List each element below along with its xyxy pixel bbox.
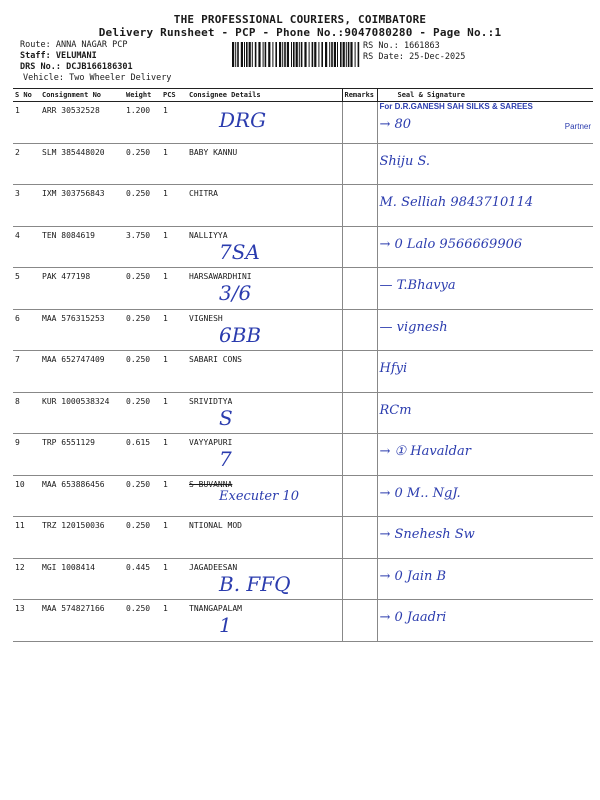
barcode-bar [314,42,316,67]
barcode-bar [312,42,314,67]
drs-line: DRS No.: DCJB166186301 [20,62,133,72]
barcode-bar [241,42,243,67]
rs-date-value: 25-Dec-2025 [409,52,466,62]
consignee-cell [187,226,342,268]
handwritten-consignee-note: S [219,405,233,430]
weight-cell: 0.250 [124,268,161,310]
handwritten-consignee-note: 6BB [219,322,262,347]
sno-cell: 13 [13,600,40,642]
barcode-bar [287,42,289,67]
remarks-cell [342,351,377,393]
pcs-cell: 1 [161,226,187,268]
sno-cell: 6 [13,309,40,351]
sno-cell: 9 [13,434,40,476]
consignee-name: TNANGAPALAM [189,604,242,613]
barcode-bar [325,42,327,67]
handwritten-signature: Hfyi [379,361,408,376]
pcs-cell: 1 [161,558,187,600]
barcode-bar [265,42,267,67]
consignee-cell [187,558,342,600]
handwritten-signature: — T.Bhavya [379,278,456,293]
route-value: ANNA NAGAR PCP [55,40,128,50]
consignee-cell [187,475,342,517]
consignment-cell: TEN 8084619 [40,226,124,268]
barcode-bar [275,42,277,67]
pcs-cell: 1 [161,434,187,476]
barcode-bar [272,42,273,67]
barcode-bar [291,42,292,67]
consignee-cell [187,268,342,310]
staff-value: VELUMANI [55,51,97,61]
weight-cell: 0.445 [124,558,161,600]
barcode-bar [309,42,310,67]
barcode-bar [331,42,333,67]
barcode-bar [255,42,257,67]
handwritten-consignee-note: 7SA [219,239,260,264]
remarks-cell [342,185,377,227]
signature-cell [377,102,593,144]
consignee-name: VAYYAPURI [189,438,233,447]
col-weight: Weight [124,89,161,102]
table-row [13,226,593,268]
table-row [13,517,593,559]
consignment-cell: KUR 1000538324 [40,392,124,434]
consignment-cell: TRZ 120150036 [40,517,124,559]
remarks-cell [342,102,377,144]
barcode-bar [350,42,352,67]
table-row [13,268,593,310]
sno-cell: 2 [13,143,40,185]
consignment-cell: MGI 1008414 [40,558,124,600]
weight-cell: 0.250 [124,475,161,517]
handwritten-consignee-note: 7 [219,447,232,471]
handwritten-signature: → 80 [379,117,412,132]
sno-cell: 7 [13,351,40,393]
barcode-graphic [232,42,360,67]
consignee-cell [187,102,342,144]
handwritten-consignee-note: 1 [219,613,232,637]
weight-cell: 0.250 [124,143,161,185]
table-row [13,475,593,517]
consignee-cell [187,600,342,642]
weight-cell: 0.250 [124,600,161,642]
barcode-bar [279,42,281,67]
col-signature: Seal & Signature [377,89,593,102]
handwritten-consignee-note: B. FFQ [219,571,291,596]
handwritten-signature: → 0 Jaadri [379,610,447,625]
consignment-cell: IXM 303756843 [40,185,124,227]
consignee-name: S BUVANNA [189,479,233,489]
barcode-bar [340,42,342,67]
sno-cell: 11 [13,517,40,559]
consignee-cell [187,309,342,351]
remarks-cell [342,600,377,642]
table-row [13,600,593,642]
col-sno: S No [13,89,40,102]
signature-cell [377,600,593,642]
col-remarks: Remarks [342,89,377,102]
signature-cell [377,309,593,351]
company-title: THE PROFESSIONAL COURIERS, COIMBATORE [173,13,427,26]
pcs-cell: 1 [161,309,187,351]
consignee-name: HARSAWARDHINI [189,272,252,281]
consignment-cell: MAA 653886456 [40,475,124,517]
handwritten-signature: — vignesh [379,319,448,335]
barcode-bar [355,42,356,67]
sno-cell: 4 [13,226,40,268]
weight-cell: 0.250 [124,309,161,351]
remarks-cell [342,392,377,434]
remarks-cell [342,309,377,351]
barcode-bar [304,42,306,67]
consignee-cell [187,185,342,227]
weight-cell: 0.250 [124,517,161,559]
rs-date-line: RS Date: 25-Dec-2025 [363,52,466,62]
pcs-cell: 1 [161,475,187,517]
barcode-bar [282,42,283,67]
barcode-bar [258,42,260,67]
pcs-cell: 1 [161,392,187,434]
barcode-bar [244,42,245,67]
table-row [13,392,593,434]
handwritten-signature: Shiju S. [379,153,431,169]
pcs-cell: 1 [161,351,187,393]
consignee-cell [187,143,342,185]
consignment-cell: MAA 574827166 [40,600,124,642]
signature-cell [377,143,593,185]
barcode-bar [263,42,264,67]
drs-value: DCJB166186301 [66,62,133,72]
handwritten-signature: → 0 M.. NgJ. [379,485,461,501]
consignee-name: JAGADEESAN [189,562,238,572]
barcode-bar [301,42,303,67]
pcs-cell: 1 [161,185,187,227]
barcode-bar [343,42,345,67]
sno-cell: 8 [13,392,40,434]
remarks-cell [342,475,377,517]
barcode-bar [235,42,236,67]
handwritten-signature: → 0 Lalo 9566669906 [379,236,523,252]
consignee-cell [187,434,342,476]
remarks-cell [342,143,377,185]
signature-cell [377,226,593,268]
runsheet-subtitle: Delivery Runsheet - PCP - Phone No.:9047080280 - Page No.:1 [98,26,502,39]
weight-cell: 0.250 [124,351,161,393]
signature-cell [377,558,593,600]
sno-cell: 1 [13,102,40,144]
handwritten-signature: → Snehesh Sw [379,527,475,542]
remarks-cell [342,434,377,476]
signature-cell [377,517,593,559]
barcode-bar [346,42,347,67]
barcode-bar [232,42,234,67]
barcode-bar [334,42,336,67]
barcode-bar [321,42,323,67]
col-consignee: Consignee Details [187,89,342,102]
pcs-cell: 1 [161,102,187,144]
table-row [13,351,593,393]
rs-no-line: RS No.: 1661863 [363,41,440,51]
barcode-bar [299,42,300,67]
sno-cell: 10 [13,475,40,517]
vehicle-line: Vehicle: Two Wheeler Delivery [23,73,172,83]
handwritten-signature: → ① Havaldar [379,444,471,459]
barcode-bar [337,42,338,67]
consignee-name: VIGNESH [189,313,223,323]
table-row [13,102,593,144]
barcode-bar [348,42,350,67]
sno-cell: 3 [13,185,40,227]
barcode-bar [296,42,298,67]
handwritten-signature: RCm [379,402,412,418]
table-row [13,434,593,476]
consignment-cell: MAA 652747409 [40,351,124,393]
weight-cell: 0.615 [124,434,161,476]
remarks-cell [342,558,377,600]
consignee-name: SRIVIDTYA [189,396,233,406]
consignee-name: BABY KANNU [189,147,238,157]
route-line: Route: ANNA NAGAR PCP [20,40,128,50]
remarks-cell [342,268,377,310]
barcode-bar [249,42,251,67]
barcode-bar [318,42,319,67]
consignment-cell: PAK 477198 [40,268,124,310]
pcs-cell: 1 [161,517,187,559]
consignee-name: CHITRA [189,189,218,198]
signature-cell [377,268,593,310]
remarks-cell [342,226,377,268]
barcode-bar [358,42,360,67]
consignment-cell: TRP 6551129 [40,434,124,476]
signature-cell [377,475,593,517]
barcode-bar [246,42,248,67]
barcode-bar [252,42,253,67]
consignee-name: NALLIYYA [189,230,228,240]
weight-cell: 1.200 [124,102,161,144]
consignee-cell [187,351,342,393]
consignment-cell: SLM 385448020 [40,143,124,185]
handwritten-consignee-note: 3/6 [219,281,252,305]
weight-cell: 0.250 [124,185,161,227]
consignee-cell [187,392,342,434]
col-pcs: PCS [161,89,187,102]
barcode-bar [284,42,286,67]
staff-line: Staff: VELUMANI [20,51,97,61]
table-row [13,558,593,600]
handwritten-consignee-note: DRG [219,108,267,132]
partner-label: Partner [564,122,591,131]
table-row [13,309,593,351]
table-header-row [13,89,593,102]
delivery-table [13,88,593,642]
handwritten-consignee-note: Executer 10 [219,488,299,504]
signature-cell [377,392,593,434]
sno-cell: 5 [13,268,40,310]
handwritten-signature: M. Selliah 9843710114 [379,195,534,210]
rs-no-value: 1661863 [403,41,440,51]
signature-cell [377,434,593,476]
signature-cell [377,185,593,227]
signature-cell [377,351,593,393]
weight-cell: 3.750 [124,226,161,268]
seal-stamp: For D.R.GANESH SAH SILKS & SAREES [379,102,533,111]
consignee-name: NTIONAL MOD [189,521,242,530]
pcs-cell: 1 [161,600,187,642]
handwritten-signature: → 0 Jain B [379,568,447,584]
table-row [13,143,593,185]
pcs-cell: 1 [161,143,187,185]
weight-cell: 0.250 [124,392,161,434]
consignment-cell: MAA 576315253 [40,309,124,351]
vehicle-value: Two Wheeler Delivery [69,73,172,83]
col-consignment: Consignment No [40,89,124,102]
table-row [13,185,593,227]
consignee-name: SABARI CONS [189,355,242,364]
consignee-cell [187,517,342,559]
remarks-cell [342,517,377,559]
barcode-bar [237,42,239,67]
sno-cell: 12 [13,558,40,600]
consignment-cell: ARR 30532528 [40,102,124,144]
barcode-bar [329,42,330,67]
barcode-bar [293,42,295,67]
pcs-cell: 1 [161,268,187,310]
barcode-bar [268,42,270,67]
